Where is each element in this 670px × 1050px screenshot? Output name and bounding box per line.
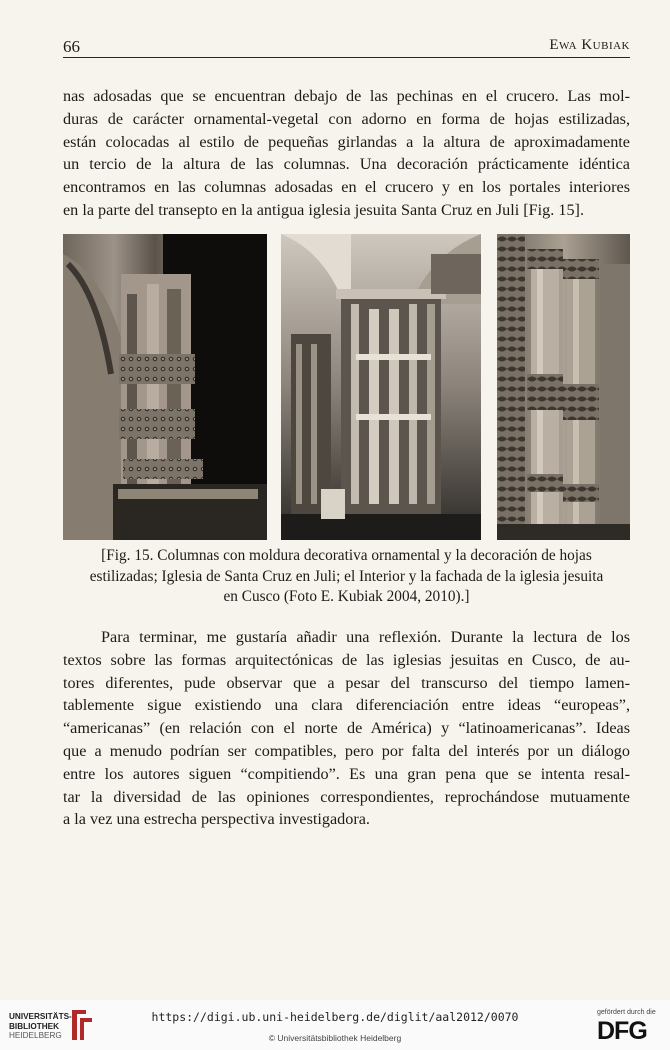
caption-line: estilizadas; Iglesia de Santa Cruz en Juli; el Interior y la fachada de la iglesia jesuita bbox=[89, 567, 604, 585]
text-line: en la parte del transepto en la antigua iglesia jesuita Santa Cruz en Juli [Fig. 15]. bbox=[63, 200, 584, 219]
library-name-line: UNIVERSITÄTS- bbox=[9, 1012, 72, 1021]
text-line: textos sobre las formas arquitectónicas de las iglesias jesuitas en Cusco, de au- bbox=[63, 650, 630, 669]
text-line: Para terminar, me gustaría añadir una reflexión. Durante la lectura de los bbox=[101, 628, 630, 646]
caption-line: [Fig. 15. Columnas con moldura decorativa ornamental y la decoración de hojas bbox=[101, 547, 592, 564]
copyright-notice: © Universitätsbibliothek Heidelberg bbox=[268, 1033, 402, 1043]
page-number: 66 bbox=[63, 37, 80, 56]
dfg-logo: DFG bbox=[597, 1017, 647, 1045]
text-line: “americanas” (en relación con el norte de América) y “latinoamericanas”. Ideas bbox=[63, 719, 630, 738]
text-line: que a menudo podrían ser compatibles, pero por falta del interés por un diálogo bbox=[63, 741, 630, 760]
paragraph-conclusion bbox=[63, 626, 630, 831]
caption-line: en Cusco (Foto E. Kubiak 2004, 2010).] bbox=[223, 588, 470, 605]
photo-juli-column bbox=[63, 234, 267, 540]
text-line: nas adosadas que se encuentran debajo de las pechinas en el crucero. Las mol- bbox=[63, 87, 630, 105]
paragraph-top bbox=[63, 85, 630, 222]
running-header bbox=[63, 37, 630, 58]
running-author: Ewa Kubiak bbox=[549, 37, 630, 53]
text-line: un tercio de la altura de las columnas. Una decoración prácticamente idéntica bbox=[63, 155, 630, 174]
figure-caption bbox=[63, 546, 630, 608]
library-name-line: BIBLIOTHEK bbox=[9, 1021, 60, 1031]
text-line: a la vez una estrecha perspectiva investigadora. bbox=[63, 810, 370, 829]
text-line: duras de carácter ornamental-vegetal con adorno en forma de hojas estilizadas, bbox=[63, 109, 630, 128]
photo-cusco-facade bbox=[497, 234, 630, 540]
text-line: están colocadas al estilo de pequeñas girlandas a la altura de aproximadamente bbox=[63, 132, 630, 151]
text-line: encontramos en las columnas adosadas en el crucero y en los portales interiores bbox=[63, 178, 630, 197]
text-line: tores diferentes, pude observar que a pesar del transcurso del tiempo lamen- bbox=[63, 673, 630, 692]
source-url-link[interactable]: https://digi.ub.uni-heidelberg.de/diglit/aal2012/0070 bbox=[151, 1010, 519, 1024]
photo-cusco-interior bbox=[281, 234, 481, 540]
sponsor-label: gefördert durch die bbox=[597, 1009, 656, 1016]
text-line: tar la diversidad de las opiniones correspondientes, reprochándose mutuamente bbox=[63, 787, 630, 806]
library-name-line: HEIDELBERG bbox=[9, 1031, 62, 1040]
text-line: tablemente sigue existiendo una clara diferenciación entre ideas “europeas”, bbox=[63, 696, 630, 715]
text-line: entre los autores siguen “compitiendo”. Es una gran pena que se intenta resal- bbox=[63, 764, 630, 783]
